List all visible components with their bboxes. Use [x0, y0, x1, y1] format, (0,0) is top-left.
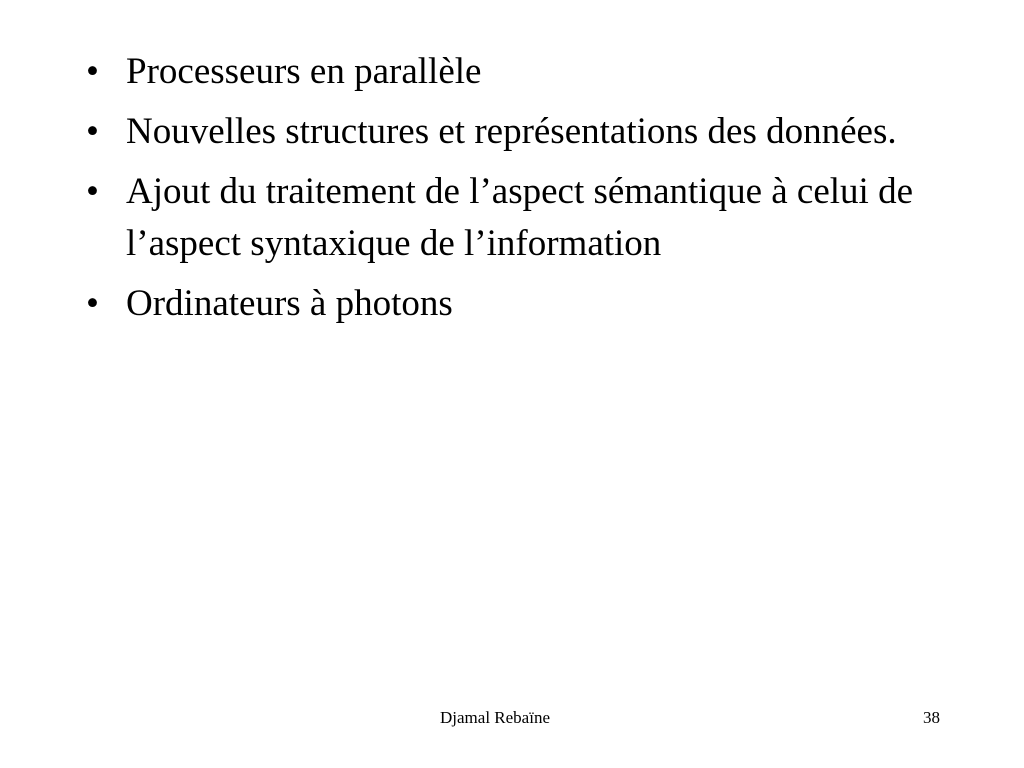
bullet-item-ordinateurs-photons	[86, 278, 936, 330]
bullet-text: Nouvelles structures et représentations des données.	[126, 111, 897, 152]
bullet-text: Ajout du traitement de l’aspect sémantique à celui de l’aspect syntaxique de l’information	[126, 171, 913, 264]
bullet-item-processeurs	[86, 46, 936, 98]
bullet-marker: •	[86, 111, 99, 152]
footer-author: Djamal Rebaïne	[440, 708, 550, 727]
bullet-item-nouvelles-structures	[86, 106, 936, 158]
bullet-text: Processeurs en parallèle	[126, 51, 482, 92]
bullet-list	[86, 46, 936, 338]
bullet-marker: •	[86, 283, 99, 324]
bullet-text: Ordinateurs à photons	[126, 283, 453, 324]
bullet-marker: •	[86, 51, 99, 92]
bullet-item-aspect-semantique	[86, 166, 936, 270]
page-number: 38	[923, 708, 940, 727]
bullet-marker: •	[86, 171, 99, 212]
